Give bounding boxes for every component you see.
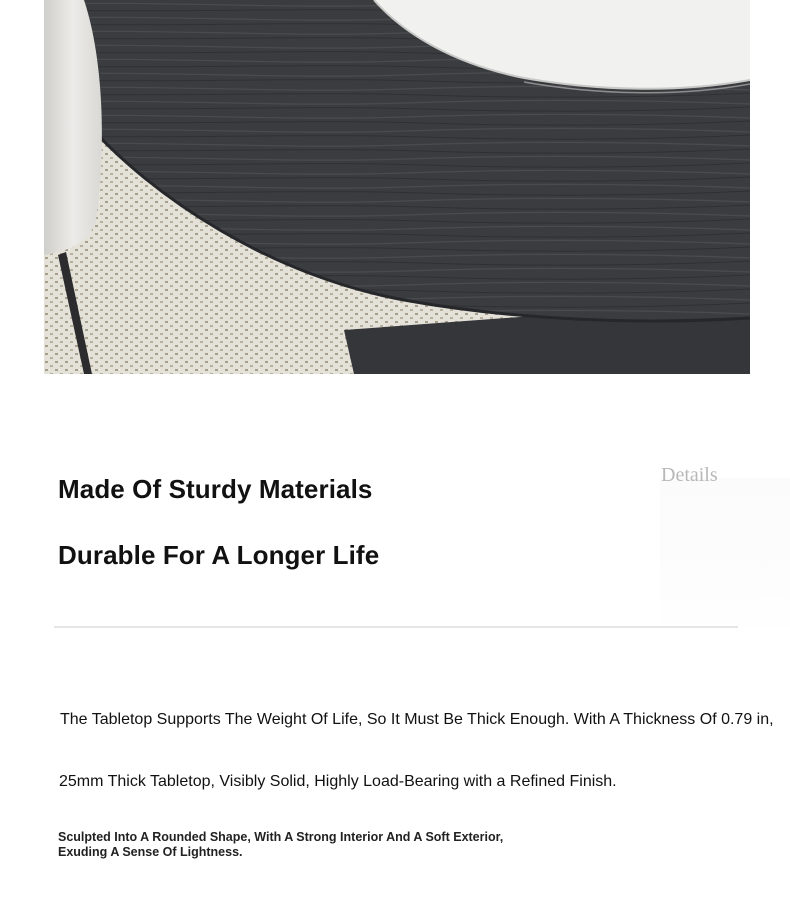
caption-line-2: Exuding A Sense Of Lightness. <box>58 845 243 859</box>
details-label: Details <box>661 464 718 486</box>
caption-line-1: Sculpted Into A Rounded Shape, With A Strong Interior And A Soft Exterior, <box>58 830 504 844</box>
body-line-2: 25mm Thick Tabletop, Visibly Solid, Highly Load-Bearing with a Refined Finish. <box>59 773 617 790</box>
details-panel <box>660 478 790 638</box>
product-photo <box>44 0 750 374</box>
section-divider <box>54 626 738 628</box>
body-line-1: The Tabletop Supports The Weight Of Life, So It Must Be Thick Enough. With A Thickness Of 0.79 in, <box>60 711 774 728</box>
heading-materials: Made Of Sturdy Materials <box>58 474 373 504</box>
heading-durable: Durable For A Longer Life <box>58 540 380 570</box>
caption <box>58 830 503 860</box>
